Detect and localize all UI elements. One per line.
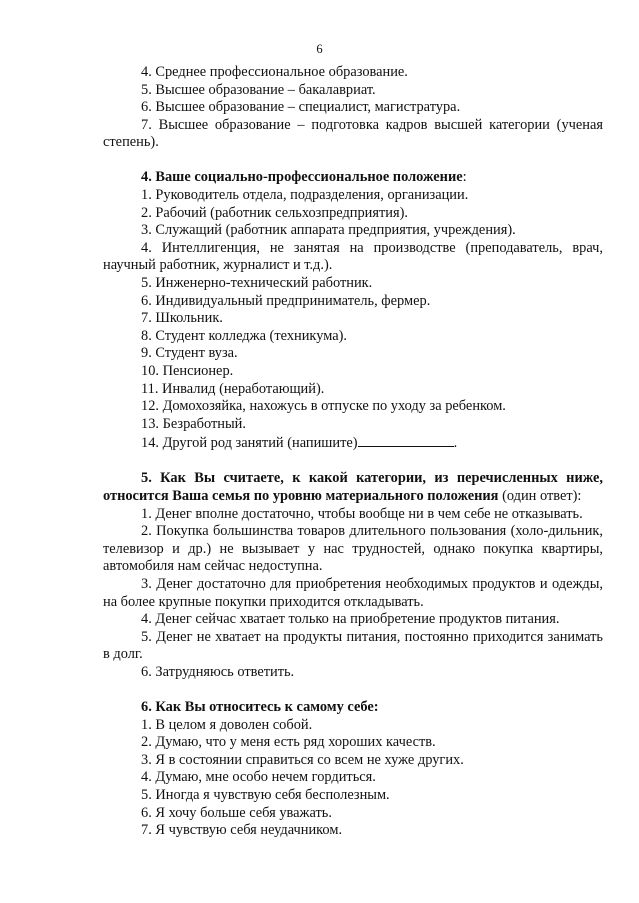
question-5	[103, 470, 603, 681]
self-attitude-option: 3. Я в состоянии справиться со всем не хуже других.	[141, 751, 464, 768]
question-5-title-note: (один ответ):	[498, 488, 582, 505]
occupation-other-period: .	[453, 435, 458, 452]
income-option: 6. Затрудняюсь ответить.	[141, 664, 295, 680]
occupation-option: 2. Рабочий (работник сельхозпредприятия).	[141, 204, 408, 221]
education-option: 5. Высшее образование – бакалавриат.	[141, 81, 376, 98]
occupation-option: 8. Студент колледжа (техникума).	[141, 327, 348, 344]
question-5-title	[103, 470, 603, 505]
income-option: 1. Денег вполне достаточно, чтобы вообще ни в чем себе не отказывать.	[141, 505, 583, 522]
occupation-option: 5. Инженерно-технический работник.	[141, 275, 373, 292]
question-4	[103, 169, 603, 453]
occupation-option: 11. Инвалид (неработающий).	[141, 380, 325, 397]
page-content	[103, 64, 603, 840]
question-4-title-text: 4. Ваше социально-профессиональное положение	[141, 169, 463, 186]
occupation-option: 3. Служащий (работник аппарата предприятия, учреждения).	[141, 222, 516, 239]
self-attitude-option: 5. Иногда я чувствую себя бесполезным.	[141, 787, 390, 804]
education-option: 6. Высшее образование – специалист, магистратура.	[141, 99, 461, 116]
occupation-option: 4. Интеллигенция, не занятая на производстве (преподаватель, врач, научный работник, журналист и т.д.).	[103, 239, 603, 274]
question-4-title	[103, 169, 603, 187]
occupation-option: 6. Индивидуальный предприниматель, фермер.	[141, 292, 431, 309]
question-3-continuation	[103, 64, 603, 152]
question-6	[103, 699, 603, 840]
question-4-title-colon: :	[462, 169, 467, 186]
occupation-other-blank[interactable]	[358, 433, 454, 447]
occupation-option: 7. Школьник.	[141, 310, 223, 327]
education-option: 4. Среднее профессиональное образование.	[141, 64, 408, 80]
occupation-option: 10. Пенсионер.	[141, 363, 234, 379]
occupation-option: 9. Студент вуза.	[141, 345, 238, 362]
income-option: 4. Денег сейчас хватает только на приобретение продуктов питания.	[141, 611, 560, 628]
education-option: 7. Высшее образование – подготовка кадров высшей категории (ученая степень).	[103, 116, 603, 151]
occupation-other-label: 14. Другой род занятий (напишите)	[141, 435, 358, 452]
self-attitude-option: 1. В целом я доволен собой.	[141, 716, 313, 733]
question-6-title: 6. Как Вы относитесь к самому себе:	[141, 699, 379, 716]
occupation-option: 12. Домохозяйка, нахожусь в отпуске по уходу за ребенком.	[141, 398, 506, 415]
income-option: 3. Денег достаточно для приобретения необходимых продуктов и одежды, на более крупные покупки приходится откладывать.	[103, 576, 603, 610]
page-number: 6	[316, 42, 323, 56]
occupation-option: 1. Руководитель отдела, подразделения, организации.	[141, 187, 469, 204]
income-option: 2. Покупка большинства товаров длительного пользования (холо-дильник, телевизор и др.) не вызывает у нас трудностей, однако покупка квартиры, автомобиля нам сейчас недоступна.	[103, 523, 603, 575]
occupation-other-option	[103, 433, 603, 453]
occupation-option: 13. Безработный.	[141, 415, 246, 432]
self-attitude-option: 2. Думаю, что у меня есть ряд хороших качеств.	[141, 734, 436, 751]
question-5-title-text: 5. Как Вы считаете, к какой категории, из перечисленных ниже, относится Ваша семья по уровню материального положения	[103, 470, 603, 505]
self-attitude-option: 7. Я чувствую себя неудачником.	[141, 822, 343, 839]
income-option: 5. Денег не хватает на продукты питания, постоянно приходится занимать в долг.	[103, 628, 603, 663]
self-attitude-option: 6. Я хочу больше себя уважать.	[141, 804, 332, 821]
self-attitude-option: 4. Думаю, мне особо нечем гордиться.	[141, 769, 376, 786]
